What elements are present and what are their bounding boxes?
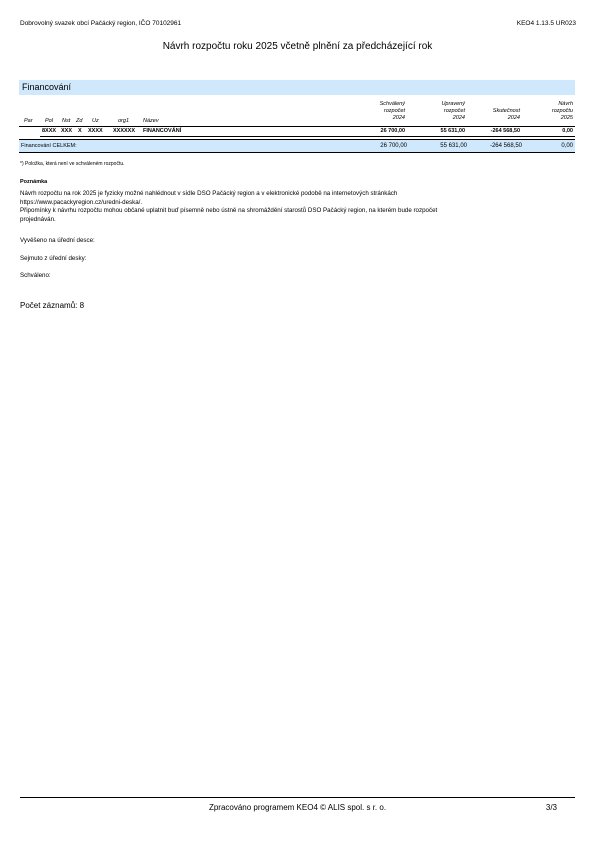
- total-schvaleny: 26 700,00: [380, 143, 407, 149]
- total-skutecnost: -264 568,50: [489, 143, 522, 149]
- row-skutecnost: -264 568,50: [490, 128, 520, 134]
- col-upraveny: Upravený rozpočet 2024: [441, 101, 465, 121]
- notes-body: [20, 190, 437, 224]
- row-zd: X: [78, 128, 82, 134]
- organization-header: Dobrovolný svazek obcí Pačácký region, IČO 70102961: [20, 20, 182, 27]
- notes-heading: Poznámka: [20, 179, 48, 185]
- row-schvaleny: 26 700,00: [380, 128, 405, 134]
- footnote: *) Položka, která není ve schváleném rozpočtu.: [20, 161, 125, 167]
- col-pol: Pol: [45, 118, 53, 124]
- report-code: KEO4 1.13.5 UR023: [516, 20, 576, 27]
- notes-line: Návrh rozpočtu na rok 2025 je fyzicky možné nahlédnout v sídle DSO Pačácký region a v elektronické podobě na internetových stránkách: [20, 190, 398, 197]
- col-schvaleny: Schválený rozpočet 2024: [379, 101, 405, 121]
- page-number: 3/3: [545, 803, 557, 812]
- notes-line: projednáván.: [20, 215, 56, 223]
- approved-label: Schváleno:: [20, 272, 51, 279]
- removed-label: Sejmuto z úřední desky:: [20, 255, 87, 262]
- notes-line: https://www.pacackyregion.cz/uredni-deska/.: [20, 198, 143, 206]
- col-nst: Nst: [62, 118, 71, 124]
- row-nst: XXX: [61, 128, 73, 134]
- col-zd: Zd: [76, 118, 83, 124]
- posted-label: Vyvěšeno na úřední desce:: [20, 237, 95, 244]
- col-org1: org1: [118, 118, 130, 124]
- col-navrh: Návrh rozpočtu 2025: [551, 101, 573, 121]
- total-row: [19, 139, 575, 153]
- footer-text: Zpracováno programem KEO4 © ALIS spol. s r. o.: [208, 803, 387, 812]
- row-uz: XXXX: [88, 128, 103, 134]
- row-upraveny: 55 631,00: [440, 128, 465, 134]
- row-divider: [40, 136, 575, 137]
- record-count: Počet záznamů: 8: [20, 301, 85, 310]
- row-navrh: 0,00: [562, 128, 573, 134]
- total-navrh: 0,00: [561, 143, 573, 149]
- total-label: Financování CELKEM:: [21, 143, 77, 149]
- row-nazev: FINANCOVÁNÍ: [143, 128, 182, 134]
- col-skutecnost: Skutečnost 2024: [492, 108, 520, 121]
- col-uz: Uz: [92, 118, 99, 124]
- total-upraveny: 55 631,00: [440, 143, 467, 149]
- col-nazev: Název: [143, 118, 159, 124]
- notes-line: Připomínky k návrhu rozpočtu mohou občané uplatnit buď písemně nebo ústně na shromáždění starostů DSO Pačácký region, na kterém bude rozpočet: [20, 207, 438, 214]
- report-title: Návrh rozpočtu roku 2025 včetně plnění za předcházející rok: [162, 41, 433, 52]
- row-org1: XXXXXX: [113, 128, 136, 134]
- footer-divider: [20, 797, 575, 798]
- section-header: [19, 80, 575, 95]
- col-par: Par: [24, 118, 33, 124]
- row-pol: 8XXX: [42, 128, 57, 134]
- header-divider: [19, 126, 575, 127]
- section-title: Financování: [22, 82, 72, 92]
